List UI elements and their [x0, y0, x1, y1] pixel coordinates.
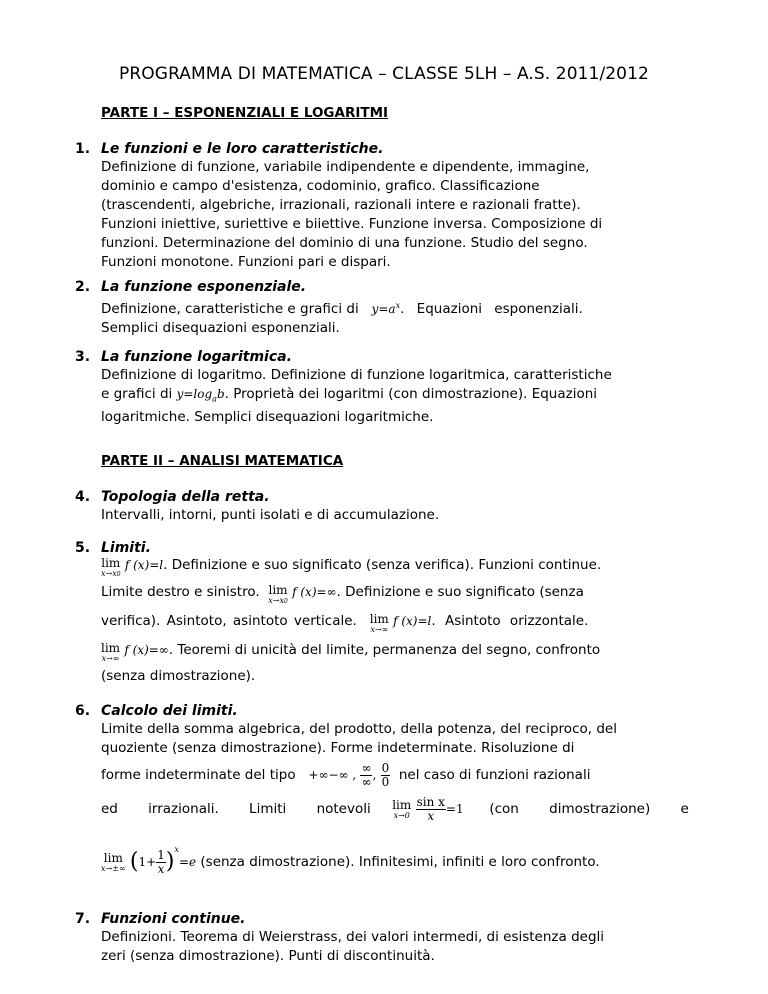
denominator: x	[427, 808, 435, 823]
text-line: Intervalli, intorni, punti isolati e di accumulazione.	[101, 507, 440, 523]
formula-text: y=log	[176, 387, 213, 401]
section-7-heading	[75, 910, 695, 928]
formula-text: lim	[103, 850, 123, 865]
text-line: quoziente (senza dimostrazione). Forme indeterminate. Risoluzione di	[101, 740, 575, 756]
section-1-heading	[75, 140, 695, 158]
formula-subscript: 0	[116, 571, 121, 578]
section-1-body	[101, 158, 695, 272]
text-fragment: . Equazioni esponenziali.	[400, 301, 583, 317]
text-line: zeri (senza dimostrazione). Punti di discontinuità.	[101, 948, 435, 964]
text-line: Semplici disequazioni esponenziali.	[101, 320, 340, 336]
text-line: dominio e campo d'esistenza, codominio, grafico. Classificazione	[101, 178, 540, 194]
section-2	[75, 278, 695, 338]
limit-subscript: x→∞	[370, 625, 389, 634]
section-6-heading	[75, 702, 695, 720]
section-7	[75, 910, 695, 966]
section-number: 3.	[75, 349, 91, 365]
text-line: Limite della somma algebrica, del prodotto, della potenza, del reciproco, del	[101, 721, 617, 737]
text-fragment: Limite destro e sinistro.	[101, 584, 260, 600]
limit-expression	[101, 642, 120, 663]
section-4-body	[101, 506, 695, 525]
paren-left: (	[129, 849, 139, 874]
formula-text: f (x)=l	[124, 558, 164, 572]
section-2-body	[101, 296, 695, 338]
formula-text: ,	[372, 768, 377, 782]
section-6-body	[101, 720, 695, 876]
text-fragment: . Asintoto orizzontale.	[431, 613, 589, 629]
text-fragment: nel caso di funzioni razionali	[398, 767, 591, 783]
limit-subscript	[101, 569, 121, 579]
text-line	[101, 832, 695, 876]
text-line	[101, 758, 695, 792]
formula-text: b	[216, 387, 225, 401]
section-3-heading	[75, 348, 695, 366]
section-number: 2.	[75, 279, 91, 295]
section-4	[75, 488, 695, 525]
section-title: Le funzioni e le loro caratteristiche.	[101, 141, 384, 157]
text-line	[101, 613, 695, 642]
fraction-sinx	[416, 796, 446, 823]
limit-expression	[392, 799, 411, 820]
denominator: x	[157, 861, 165, 876]
text-fragment: verifica). Asintoto, asintoto verticale.	[101, 613, 357, 629]
section-number: 4.	[75, 489, 91, 505]
section-number: 6.	[75, 703, 91, 719]
section-3-body	[101, 366, 695, 427]
section-5-heading	[75, 539, 695, 557]
section-title: Funzioni continue.	[101, 911, 246, 927]
text-line	[101, 792, 695, 832]
text-fragment: ed irrazionali. Limiti notevoli	[101, 801, 371, 817]
denominator: ∞	[361, 774, 372, 789]
fraction-zero	[381, 762, 391, 789]
denominator: 0	[381, 774, 390, 789]
section-4-heading	[75, 488, 695, 506]
text-fragment: . Proprietà dei logaritmi (con dimostrazione). Equazioni	[224, 386, 598, 402]
numerator: sin x	[416, 794, 445, 809]
limit-subscript: x→∞	[101, 654, 120, 663]
text-fragment: . Definizione e suo significato (senza verifica). Funzioni continue.	[163, 557, 602, 573]
text-line: Funzioni monotone. Funzioni pari e dispari.	[101, 254, 391, 270]
text-line	[101, 385, 695, 408]
log-formula	[176, 387, 225, 404]
text-fragment: e grafici di	[101, 386, 173, 402]
paren-right: )	[165, 849, 175, 874]
formula-text: lim	[392, 797, 412, 812]
section-number: 7.	[75, 911, 91, 927]
limit-subscript: x→0	[393, 810, 410, 820]
formula-text: f (x)=∞	[292, 585, 337, 599]
text-line: (trascendenti, algebriche, irrazionali, razionali intere e razionali fratte).	[101, 197, 581, 213]
limit-expression	[370, 613, 389, 634]
formula-text: =1	[445, 802, 464, 816]
text-line: (senza dimostrazione).	[101, 668, 256, 684]
section-7-body	[101, 928, 695, 966]
limit-expression	[268, 584, 288, 606]
formula-text: y=a	[371, 302, 396, 316]
text-line	[101, 642, 695, 668]
section-title: La funzione esponenziale.	[101, 279, 307, 295]
formula-superscript: x	[395, 301, 401, 310]
text-line: Definizione di logaritmo. Definizione di funzione logaritmica, caratteristiche	[101, 367, 612, 383]
section-1	[75, 140, 695, 272]
fraction-inf	[360, 762, 372, 789]
section-5	[75, 539, 695, 685]
exp-formula	[372, 302, 401, 316]
limit-subscript	[268, 596, 288, 606]
section-2-heading	[75, 278, 695, 296]
formula-text: f (x)=l	[393, 614, 432, 628]
formula-text: f (x)=∞	[124, 643, 169, 657]
formula-text: lim	[101, 556, 121, 570]
numerator: 1	[157, 847, 165, 862]
text-fragment: Definizione, caratteristiche e grafici di	[101, 301, 359, 317]
text-fragment: (senza dimostrazione). Infinitesimi, infiniti e loro confronto.	[200, 854, 600, 870]
text-fragment: (con dimostrazione) e	[489, 801, 689, 817]
formula-superscript: x	[174, 845, 179, 854]
section-3	[75, 348, 695, 427]
text-line	[101, 584, 695, 613]
section-5-body	[101, 557, 695, 685]
section-title: Topologia della retta.	[101, 489, 270, 505]
text-line: logaritmiche. Semplici disequazioni logaritmiche.	[101, 409, 434, 426]
text-line	[101, 296, 695, 319]
text-line	[101, 557, 695, 584]
numerator: 0	[381, 760, 390, 775]
text-fragment: . Teoremi di unicità del limite, permanenza del segno, confronto	[168, 642, 601, 658]
numerator: ∞	[361, 760, 372, 775]
formula-subscript: a	[212, 394, 217, 404]
section-6	[75, 702, 695, 876]
formula-text: lim	[101, 641, 121, 655]
section-title: Calcolo dei limiti.	[101, 703, 238, 719]
text-fragment: . Definizione e suo significato (senza	[336, 584, 584, 600]
page-title: PROGRAMMA DI MATEMATICA – CLASSE 5LH – A.S. 2011/2012	[119, 64, 649, 84]
limit-expression	[101, 557, 121, 579]
text-line: Definizione di funzione, variabile indipendente e dipendente, immagine,	[101, 159, 590, 175]
formula-text: +∞−∞ ,	[308, 768, 357, 782]
formula-text: lim	[268, 583, 288, 597]
formula-text: lim	[369, 612, 389, 626]
formula-subscript: 0	[283, 598, 288, 605]
section-number: 1.	[75, 141, 91, 157]
limit-expression	[101, 852, 126, 873]
section-title: Limiti.	[101, 540, 151, 556]
text-line: Definizioni. Teorema di Weierstrass, dei valori intermedi, di esistenza degli	[101, 929, 605, 945]
formula-text: x→x	[101, 569, 117, 578]
limit-subscript: x→±∞	[101, 863, 126, 873]
fraction-one-over-x	[156, 849, 166, 876]
section-title: La funzione logaritmica.	[101, 349, 292, 365]
section-number: 5.	[75, 540, 91, 556]
part-1-heading: PARTE I – ESPONENZIALI E LOGARITMI	[101, 105, 389, 121]
formula-text: 1+	[138, 855, 157, 869]
text-line: funzioni. Determinazione del dominio di una funzione. Studio del segno.	[101, 235, 588, 251]
formula-text: =e	[178, 855, 197, 869]
text-fragment: forme indeterminate del tipo	[101, 767, 296, 783]
text-line: Funzioni iniettive, suriettive e biiettive. Funzione inversa. Composizione di	[101, 216, 603, 232]
part-2-heading: PARTE II – ANALISI MATEMATICA	[101, 453, 344, 469]
formula-text: x→x	[268, 596, 284, 605]
